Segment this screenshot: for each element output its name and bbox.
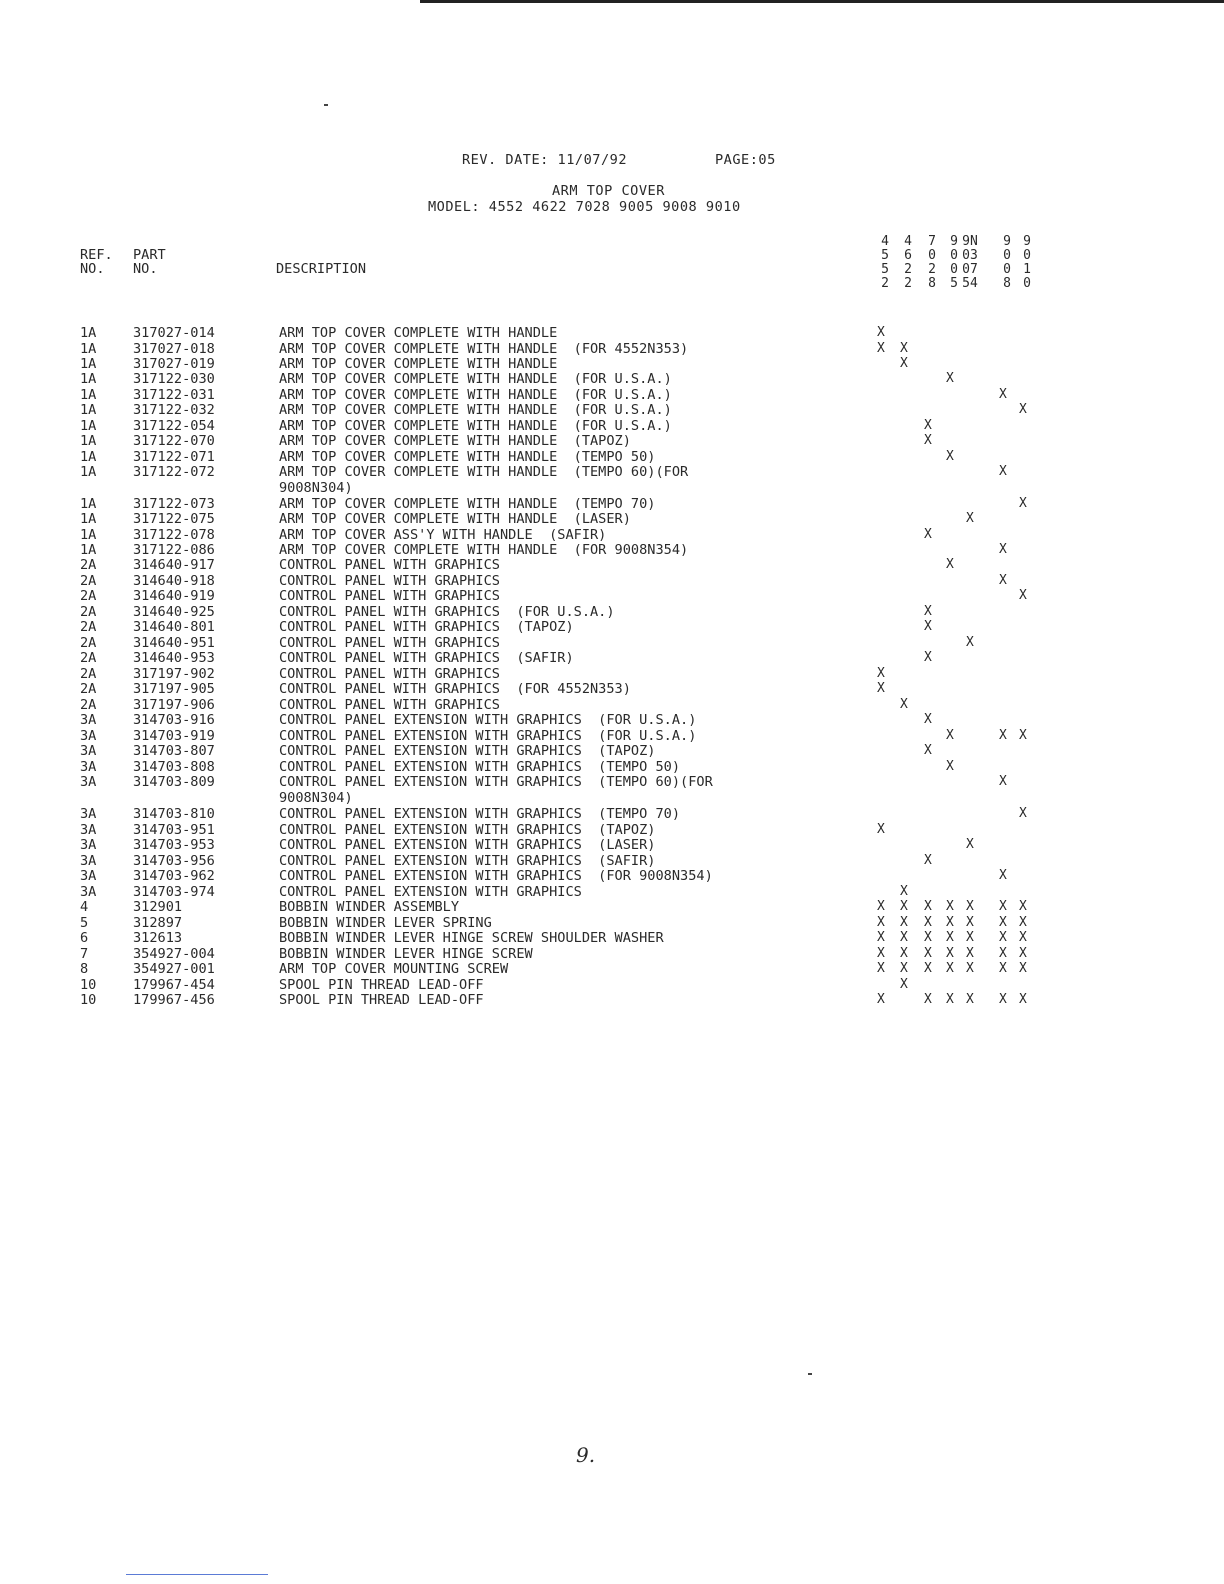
model-digit: 0 <box>1003 248 1011 263</box>
part-number: 317122-031 <box>133 387 215 403</box>
part-number: 314640-953 <box>133 650 215 666</box>
part-number: 314703-808 <box>133 759 215 775</box>
model-digit: 9 <box>1003 234 1011 249</box>
model-column-header <box>1019 235 1035 291</box>
ref-header-2: NO. <box>80 261 105 277</box>
part-number: 317122-032 <box>133 402 215 418</box>
model-applicability-mark: X <box>924 619 932 634</box>
ref-number: 5 <box>80 915 89 931</box>
ref-number: 1A <box>80 341 97 357</box>
model-digit: 03 <box>962 248 978 263</box>
part-number: 317122-030 <box>133 371 215 387</box>
ref-number: 7 <box>80 946 89 962</box>
part-number: 312613 <box>133 930 183 946</box>
description: CONTROL PANEL EXTENSION WITH GRAPHICS (TAPOZ) <box>279 822 656 838</box>
model-digit: 1 <box>1023 262 1031 277</box>
ref-number: 1A <box>80 387 97 403</box>
description: CONTROL PANEL WITH GRAPHICS <box>279 635 500 651</box>
model-applicability-mark: X <box>966 635 974 650</box>
model-applicability-mark: X <box>900 977 908 992</box>
part-number: 314703-916 <box>133 712 215 728</box>
model-applicability-mark: X <box>877 822 885 837</box>
model-digit: 5 <box>881 248 889 263</box>
part-number: 317027-019 <box>133 356 215 372</box>
model-applicability-mark: X <box>946 759 954 774</box>
page-number: 9. <box>576 1443 596 1467</box>
revision-date: REV. DATE: 11/07/92 <box>462 152 627 168</box>
model-applicability-mark: X <box>1019 496 1027 511</box>
model-applicability-mark: X <box>966 899 974 914</box>
part-number: 317122-054 <box>133 418 215 434</box>
model-applicability-mark: X <box>1019 728 1027 743</box>
model-applicability-mark: X <box>946 961 954 976</box>
model-applicability-mark: X <box>877 666 885 681</box>
description: ARM TOP COVER COMPLETE WITH HANDLE (TAPOZ) <box>279 433 631 449</box>
ref-number: 1A <box>80 402 97 418</box>
model-applicability-mark: X <box>946 557 954 572</box>
model-applicability-mark: X <box>924 853 932 868</box>
part-number: 314703-956 <box>133 853 215 869</box>
part-number: 317027-014 <box>133 325 215 341</box>
description: SPOOL PIN THREAD LEAD-OFF <box>279 977 484 993</box>
model-applicability-mark: X <box>946 946 954 961</box>
part-number: 314703-810 <box>133 806 215 822</box>
model-digit: 2 <box>904 262 912 277</box>
model-applicability-mark: X <box>946 992 954 1007</box>
ref-number: 1A <box>80 371 97 387</box>
description: ARM TOP COVER COMPLETE WITH HANDLE (FOR 4552N353) <box>279 341 689 357</box>
ref-number: 1A <box>80 418 97 434</box>
model-applicability-mark: X <box>924 433 932 448</box>
ref-number: 1A <box>80 433 97 449</box>
model-applicability-mark: X <box>924 930 932 945</box>
speck <box>324 104 328 106</box>
part-number: 314703-919 <box>133 728 215 744</box>
description: BOBBIN WINDER LEVER SPRING <box>279 915 492 931</box>
part-number: 314703-951 <box>133 822 215 838</box>
model-applicability-mark: X <box>966 915 974 930</box>
description: CONTROL PANEL WITH GRAPHICS (FOR U.S.A.) <box>279 604 615 620</box>
model-applicability-mark: X <box>999 899 1007 914</box>
part-number: 179967-454 <box>133 977 215 993</box>
description: CONTROL PANEL WITH GRAPHICS (TAPOZ) <box>279 619 574 635</box>
description: ARM TOP COVER COMPLETE WITH HANDLE (TEMPO 60)(FOR <box>279 464 689 480</box>
ref-number: 2A <box>80 650 97 666</box>
model-applicability-mark: X <box>900 961 908 976</box>
model-applicability-mark: X <box>924 527 932 542</box>
part-number: 317197-905 <box>133 681 215 697</box>
model-column-header <box>999 235 1015 291</box>
part-number: 314703-962 <box>133 868 215 884</box>
model-applicability-mark: X <box>877 961 885 976</box>
model-column-header <box>924 235 940 291</box>
description: ARM TOP COVER COMPLETE WITH HANDLE (LASER) <box>279 511 631 527</box>
model-applicability-mark: X <box>946 728 954 743</box>
speck <box>808 1373 812 1375</box>
description: CONTROL PANEL WITH GRAPHICS <box>279 573 500 589</box>
ref-number: 3A <box>80 712 97 728</box>
model-digit: 0 <box>1023 276 1031 291</box>
model-applicability-mark: X <box>877 681 885 696</box>
description-continuation: 9008N304) <box>279 790 353 806</box>
description: CONTROL PANEL EXTENSION WITH GRAPHICS (FOR U.S.A.) <box>279 728 697 744</box>
ref-number: 10 <box>80 977 97 993</box>
part-number: 179967-456 <box>133 992 215 1008</box>
model-applicability-mark: X <box>999 868 1007 883</box>
model-applicability-mark: X <box>877 992 885 1007</box>
part-number: 314640-801 <box>133 619 215 635</box>
model-digit: 0 <box>950 248 958 263</box>
ref-number: 2A <box>80 697 97 713</box>
model-applicability-mark: X <box>900 341 908 356</box>
model-applicability-mark: X <box>877 899 885 914</box>
ref-number: 3A <box>80 774 97 790</box>
model-applicability-mark: X <box>966 511 974 526</box>
model-applicability-mark: X <box>924 992 932 1007</box>
part-number: 312901 <box>133 899 183 915</box>
model-applicability-mark: X <box>1019 402 1027 417</box>
part-number: 317197-902 <box>133 666 215 682</box>
model-digit: 9 <box>1023 234 1031 249</box>
part-number: 317122-086 <box>133 542 215 558</box>
model-applicability-mark: X <box>1019 588 1027 603</box>
model-digit: 2 <box>928 262 936 277</box>
description: CONTROL PANEL EXTENSION WITH GRAPHICS (SAFIR) <box>279 853 656 869</box>
ref-number: 2A <box>80 619 97 635</box>
ref-header-1: REF. <box>80 247 113 263</box>
model-applicability-mark: X <box>877 341 885 356</box>
model-applicability-mark: X <box>877 930 885 945</box>
ref-number: 1A <box>80 542 97 558</box>
description: CONTROL PANEL WITH GRAPHICS <box>279 588 500 604</box>
description: CONTROL PANEL EXTENSION WITH GRAPHICS (FOR 9008N354) <box>279 868 713 884</box>
ref-number: 2A <box>80 635 97 651</box>
ref-number: 2A <box>80 588 97 604</box>
model-digit: 4 <box>881 234 889 249</box>
model-applicability-mark: X <box>877 325 885 340</box>
description: ARM TOP COVER ASS'Y WITH HANDLE (SAFIR) <box>279 527 607 543</box>
ref-number: 1A <box>80 356 97 372</box>
description: CONTROL PANEL EXTENSION WITH GRAPHICS (FOR U.S.A.) <box>279 712 697 728</box>
model-applicability-mark: X <box>924 604 932 619</box>
part-header-1: PART <box>133 247 166 263</box>
ref-number: 3A <box>80 884 97 900</box>
model-digit: 0 <box>1003 262 1011 277</box>
ref-number: 3A <box>80 743 97 759</box>
part-number: 314640-917 <box>133 557 215 573</box>
part-number: 354927-004 <box>133 946 215 962</box>
description: ARM TOP COVER MOUNTING SCREW <box>279 961 509 977</box>
ref-number: 2A <box>80 557 97 573</box>
ref-number: 3A <box>80 822 97 838</box>
top-border-line <box>420 0 1224 3</box>
model-applicability-mark: X <box>946 930 954 945</box>
ref-number: 8 <box>80 961 89 977</box>
model-applicability-mark: X <box>924 946 932 961</box>
document-title: ARM TOP COVER <box>552 183 665 199</box>
model-applicability-mark: X <box>924 712 932 727</box>
ref-number: 3A <box>80 868 97 884</box>
model-applicability-mark: X <box>924 743 932 758</box>
model-digit: 6 <box>904 248 912 263</box>
ref-number: 1A <box>80 496 97 512</box>
model-applicability-mark: X <box>946 449 954 464</box>
description: SPOOL PIN THREAD LEAD-OFF <box>279 992 484 1008</box>
description: ARM TOP COVER COMPLETE WITH HANDLE (TEMPO 50) <box>279 449 656 465</box>
model-applicability-mark: X <box>924 650 932 665</box>
description: ARM TOP COVER COMPLETE WITH HANDLE (TEMPO 70) <box>279 496 656 512</box>
ref-number: 1A <box>80 449 97 465</box>
model-digit: 4 <box>904 234 912 249</box>
model-applicability-mark: X <box>900 930 908 945</box>
description: BOBBIN WINDER LEVER HINGE SCREW SHOULDER WASHER <box>279 930 664 946</box>
description: CONTROL PANEL EXTENSION WITH GRAPHICS (TEMPO 60)(FOR <box>279 774 713 790</box>
model-applicability-mark: X <box>877 915 885 930</box>
model-applicability-mark: X <box>946 899 954 914</box>
model-applicability-mark: X <box>966 930 974 945</box>
description: ARM TOP COVER COMPLETE WITH HANDLE <box>279 356 558 372</box>
model-digit: 0 <box>928 248 936 263</box>
description: BOBBIN WINDER LEVER HINGE SCREW <box>279 946 533 962</box>
part-number: 317122-078 <box>133 527 215 543</box>
model-applicability-mark: X <box>1019 930 1027 945</box>
ref-number: 1A <box>80 325 97 341</box>
part-number: 354927-001 <box>133 961 215 977</box>
model-applicability-mark: X <box>999 774 1007 789</box>
model-applicability-mark: X <box>946 371 954 386</box>
model-applicability-mark: X <box>1019 915 1027 930</box>
model-applicability-mark: X <box>999 992 1007 1007</box>
part-number: 317027-018 <box>133 341 215 357</box>
model-applicability-mark: X <box>999 542 1007 557</box>
ref-number: 4 <box>80 899 89 915</box>
ref-number: 1A <box>80 464 97 480</box>
description: ARM TOP COVER COMPLETE WITH HANDLE (FOR U.S.A.) <box>279 418 672 434</box>
ref-number: 3A <box>80 759 97 775</box>
description-continuation: 9008N304) <box>279 480 353 496</box>
model-digit: 9 <box>950 234 958 249</box>
page-label: PAGE:05 <box>715 152 776 168</box>
model-applicability-mark: X <box>999 930 1007 945</box>
ref-number: 10 <box>80 992 97 1008</box>
part-number: 317122-073 <box>133 496 215 512</box>
model-applicability-mark: X <box>1019 992 1027 1007</box>
part-number: 314703-974 <box>133 884 215 900</box>
ref-number: 2A <box>80 573 97 589</box>
model-applicability-mark: X <box>924 915 932 930</box>
description: CONTROL PANEL EXTENSION WITH GRAPHICS (LASER) <box>279 837 656 853</box>
description: CONTROL PANEL EXTENSION WITH GRAPHICS <box>279 884 582 900</box>
model-applicability-mark: X <box>900 884 908 899</box>
model-digit: 54 <box>962 276 978 291</box>
part-number: 312897 <box>133 915 183 931</box>
description: ARM TOP COVER COMPLETE WITH HANDLE (FOR U.S.A.) <box>279 387 672 403</box>
ref-number: 2A <box>80 604 97 620</box>
part-number: 317122-075 <box>133 511 215 527</box>
model-applicability-mark: X <box>1019 961 1027 976</box>
model-applicability-mark: X <box>900 946 908 961</box>
model-digit: 2 <box>904 276 912 291</box>
bottom-scan-line <box>126 1574 268 1575</box>
description: ARM TOP COVER COMPLETE WITH HANDLE (FOR 9008N354) <box>279 542 689 558</box>
part-number: 314703-807 <box>133 743 215 759</box>
model-applicability-mark: X <box>924 961 932 976</box>
model-applicability-mark: X <box>966 837 974 852</box>
ref-number: 3A <box>80 837 97 853</box>
part-number: 317122-072 <box>133 464 215 480</box>
part-number: 314640-925 <box>133 604 215 620</box>
description: CONTROL PANEL WITH GRAPHICS (SAFIR) <box>279 650 574 666</box>
ref-number: 3A <box>80 806 97 822</box>
part-number: 317122-071 <box>133 449 215 465</box>
model-applicability-mark: X <box>966 961 974 976</box>
ref-number: 2A <box>80 681 97 697</box>
part-number: 314640-919 <box>133 588 215 604</box>
part-number: 314640-951 <box>133 635 215 651</box>
part-number: 314640-918 <box>133 573 215 589</box>
ref-number: 3A <box>80 853 97 869</box>
model-applicability-mark: X <box>999 946 1007 961</box>
part-number: 317197-906 <box>133 697 215 713</box>
part-number: 314703-809 <box>133 774 215 790</box>
model-applicability-mark: X <box>999 961 1007 976</box>
description: CONTROL PANEL WITH GRAPHICS (FOR 4552N353) <box>279 681 631 697</box>
model-digit: 07 <box>962 262 978 277</box>
ref-number: 3A <box>80 728 97 744</box>
ref-number: 1A <box>80 527 97 543</box>
model-digit: 5 <box>950 276 958 291</box>
description: ARM TOP COVER COMPLETE WITH HANDLE (FOR U.S.A.) <box>279 402 672 418</box>
model-applicability-mark: X <box>900 356 908 371</box>
description: CONTROL PANEL EXTENSION WITH GRAPHICS (TEMPO 70) <box>279 806 681 822</box>
model-applicability-mark: X <box>999 464 1007 479</box>
model-applicability-mark: X <box>946 915 954 930</box>
model-digit: 8 <box>928 276 936 291</box>
model-applicability-mark: X <box>924 418 932 433</box>
model-applicability-mark: X <box>999 728 1007 743</box>
model-digit: 5 <box>881 262 889 277</box>
model-applicability-mark: X <box>900 915 908 930</box>
model-digit: 9N <box>962 234 978 249</box>
model-column-header <box>962 235 978 291</box>
model-digit: 2 <box>881 276 889 291</box>
model-applicability-mark: X <box>1019 946 1027 961</box>
model-applicability-mark: X <box>999 387 1007 402</box>
description: CONTROL PANEL WITH GRAPHICS <box>279 697 500 713</box>
part-number: 314703-953 <box>133 837 215 853</box>
model-digit: 0 <box>1023 248 1031 263</box>
model-applicability-mark: X <box>999 573 1007 588</box>
ref-number: 1A <box>80 511 97 527</box>
description: CONTROL PANEL WITH GRAPHICS <box>279 666 500 682</box>
description: CONTROL PANEL EXTENSION WITH GRAPHICS (TEMPO 50) <box>279 759 681 775</box>
model-applicability-mark: X <box>1019 899 1027 914</box>
description: CONTROL PANEL WITH GRAPHICS <box>279 557 500 573</box>
model-applicability-mark: X <box>924 899 932 914</box>
model-column-header <box>877 235 893 291</box>
part-number: 317122-070 <box>133 433 215 449</box>
model-digit: 0 <box>950 262 958 277</box>
model-line: MODEL: 4552 4622 7028 9005 9008 9010 <box>428 199 741 215</box>
description: CONTROL PANEL EXTENSION WITH GRAPHICS (TAPOZ) <box>279 743 656 759</box>
part-header-2: NO. <box>133 261 158 277</box>
model-applicability-mark: X <box>900 697 908 712</box>
model-applicability-mark: X <box>966 992 974 1007</box>
ref-number: 6 <box>80 930 89 946</box>
description-header: DESCRIPTION <box>276 261 367 277</box>
model-applicability-mark: X <box>1019 806 1027 821</box>
model-applicability-mark: X <box>999 915 1007 930</box>
model-applicability-mark: X <box>966 946 974 961</box>
ref-number: 2A <box>80 666 97 682</box>
model-applicability-mark: X <box>900 899 908 914</box>
model-digit: 7 <box>928 234 936 249</box>
description: ARM TOP COVER COMPLETE WITH HANDLE <box>279 325 558 341</box>
model-column-header <box>946 235 962 291</box>
description: ARM TOP COVER COMPLETE WITH HANDLE (FOR U.S.A.) <box>279 371 672 387</box>
model-digit: 8 <box>1003 276 1011 291</box>
model-applicability-mark: X <box>877 946 885 961</box>
description: BOBBIN WINDER ASSEMBLY <box>279 899 460 915</box>
model-column-header <box>900 235 916 291</box>
